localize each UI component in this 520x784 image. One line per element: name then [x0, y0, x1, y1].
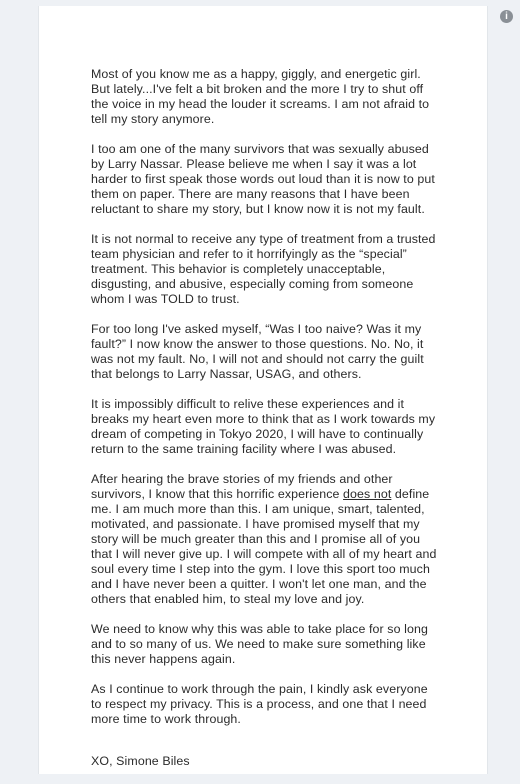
paragraph-6 [91, 472, 439, 607]
letter-body [91, 67, 439, 784]
paragraph-8: As I continue to work through the pain, I kindly ask everyone to respect my privacy. This is a process, and one that I need more time to work through. [91, 682, 428, 726]
info-icon[interactable]: i [500, 10, 513, 23]
paragraph-7: We need to know why this was able to take place for so long and to so many of us. We need to make sure something like this never happens again. [91, 622, 428, 666]
paragraph-2: I too am one of the many survivors that was sexually abused by Larry Nassar. Please believe me when I say it was a lot harder to first speak those words out loud than it is now to put them on paper. There are many reasons that I have been reluctant to share my story, but I know now it is not my fault. [91, 142, 435, 216]
paragraph-5: It is impossibly difficult to relive these experiences and it breaks my heart even more to think that as I work towards my dream of competing in Tokyo 2020, I will have to continually return to the same training facility where I was abused. [91, 397, 436, 456]
paragraph-6-part-1: After hearing the brave stories of my friends and other survivors, I know that this horrific experience [91, 472, 393, 501]
letter-page [38, 6, 488, 774]
paragraph-1: Most of you know me as a happy, giggly, and energetic girl. But lately...I've felt a bit broken and the more I try to shut off the voice in my head the louder it screams. I am not afraid to tell my story anymore. [91, 67, 430, 126]
paragraph-3: It is not normal to receive any type of treatment from a trusted team physician and refer to it horrifyingly as the “special” treatment. This behavior is completely unacceptable, disgusting, and abusive, especially coming from someone whom I was TOLD to trust. [91, 232, 436, 306]
paragraph-6-part-2: define me. I am much more than this. I am unique, smart, talented, motivated, and passionate. I have promised myself that my story will be much greater than this and I promise all of you that I will never give up. I will compete with all of my heart and soul every time I step into the gym. I love this sport too much and I have never been a quitter. I won't let one man, and the others that enabled him, to steal my love and joy. [91, 487, 437, 606]
signature: XO, Simone Biles [91, 754, 190, 768]
paragraph-4: For too long I've asked myself, “Was I too naive? Was it my fault?” I now know the answer to those questions. No. No, it was not my fault. No, I will not and should not carry the guilt that belongs to Larry Nassar, USAG, and others. [91, 322, 424, 381]
underlined-does-not: does not [343, 487, 392, 501]
